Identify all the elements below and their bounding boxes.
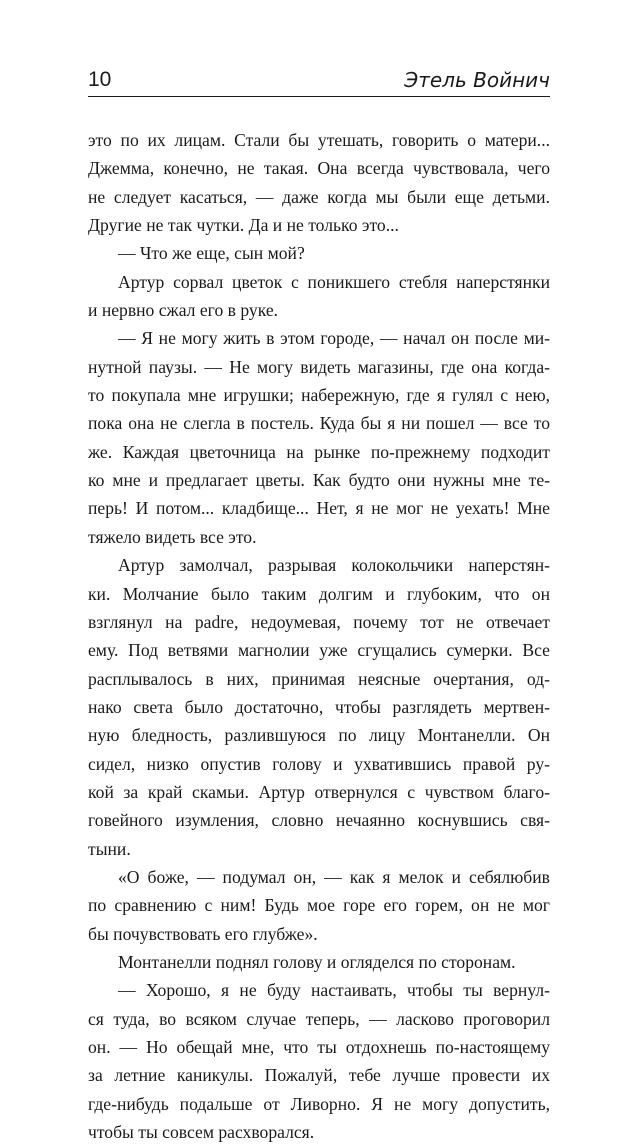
text-line: то покупала мне игрушки; набережную, где я гулял с нею, (88, 385, 550, 406)
text-line: нутной паузы. — Не могу видеть магазины, где она когда- (88, 356, 550, 377)
text-line: тяжело видеть все это. (88, 526, 257, 547)
text-line: где-нибудь подальше от Ливорно. Я не могу допустить, (88, 1093, 550, 1114)
text-line: — Хорошо, я не буду настаивать, чтобы ты вернул- (118, 980, 550, 1001)
text-line: же. Каждая цветочница на рынке по-прежнему подходит (88, 441, 550, 462)
header-rule (88, 96, 550, 97)
text-line: и нервно сжал его в руке. (88, 300, 279, 321)
running-header (88, 66, 550, 96)
text-line: — Что же еще, сын мой? (118, 243, 305, 264)
text-line: тыни. (88, 838, 131, 859)
text-line: перь! И потом... кладбище... Нет, я не мог не уехать! Мне (88, 498, 550, 519)
text-line: говейного изумления, словно нечаянно коснувшись свя- (88, 810, 550, 831)
text-line: сидел, низко опустив голову и ухватившись правой ру- (88, 753, 550, 774)
text-line: Джемма, конечно, не такая. Она всегда чувствовала, чего (88, 158, 550, 179)
text-line: бы почувствовать его глубже». (88, 923, 318, 944)
text-line: это по их лицам. Стали бы утешать, говорить о матери... (88, 130, 550, 150)
text-line: Артур замолчал, разрывая колокольчики наперстян- (118, 555, 550, 576)
page-number: 10 (88, 68, 112, 91)
text-line: — Я не могу жить в этом городе, — начал он после ми- (118, 328, 550, 349)
text-line: по сравнению с ним! Будь мое горе его горем, он не мог (88, 895, 550, 916)
text-line: нако света было достаточно, чтобы разглядеть мертвен- (88, 696, 550, 717)
text-line: ки. Молчание было таким долгим и глубоким, что он (88, 583, 550, 604)
text-line: не следует касаться, — даже когда мы были еще детьми. (88, 186, 550, 207)
text-line: кой за край скамьи. Артур отвернулся с чувством благо- (88, 781, 550, 802)
text-line: пока она не слегла в постель. Куда бы я ни пошел — все то (88, 413, 550, 434)
text-line: ся туда, во всяком случае теперь, — ласково проговорил (88, 1008, 550, 1029)
text-line: за летние каникулы. Пожалуй, тебе лучше провести их (88, 1065, 550, 1086)
text-line: Другие не так чутки. Да и не только это... (88, 215, 399, 236)
text-line: ную бледность, разлившуюся по лицу Монтанелли. Он (88, 725, 550, 746)
body-text (88, 126, 550, 1146)
text-line: ему. Под ветвями магнолии уже сгущались сумерки. Все (88, 640, 550, 661)
text-line: расплывалось в них, принимая неясные очертания, од- (88, 668, 550, 689)
text-line: Монтанелли поднял голову и огляделся по сторонам. (118, 951, 516, 972)
text-line: взглянул на padre, недоумевая, почему тот не отвечает (88, 611, 550, 632)
author-name: Этель Войнич (404, 68, 550, 92)
text-line: ко мне и предлагает цветы. Как будто они нужны мне те- (88, 470, 550, 491)
text-line: Артур сорвал цветок с поникшего стебля наперстянки (118, 271, 550, 292)
text-line: «О боже, — подумал он, — как я мелок и себялюбив (118, 866, 550, 887)
text-line: он. — Но обещай мне, что ты отдохнешь по-настоящему (88, 1037, 550, 1057)
text-line: чтобы ты совсем расхворался. (88, 1122, 315, 1143)
